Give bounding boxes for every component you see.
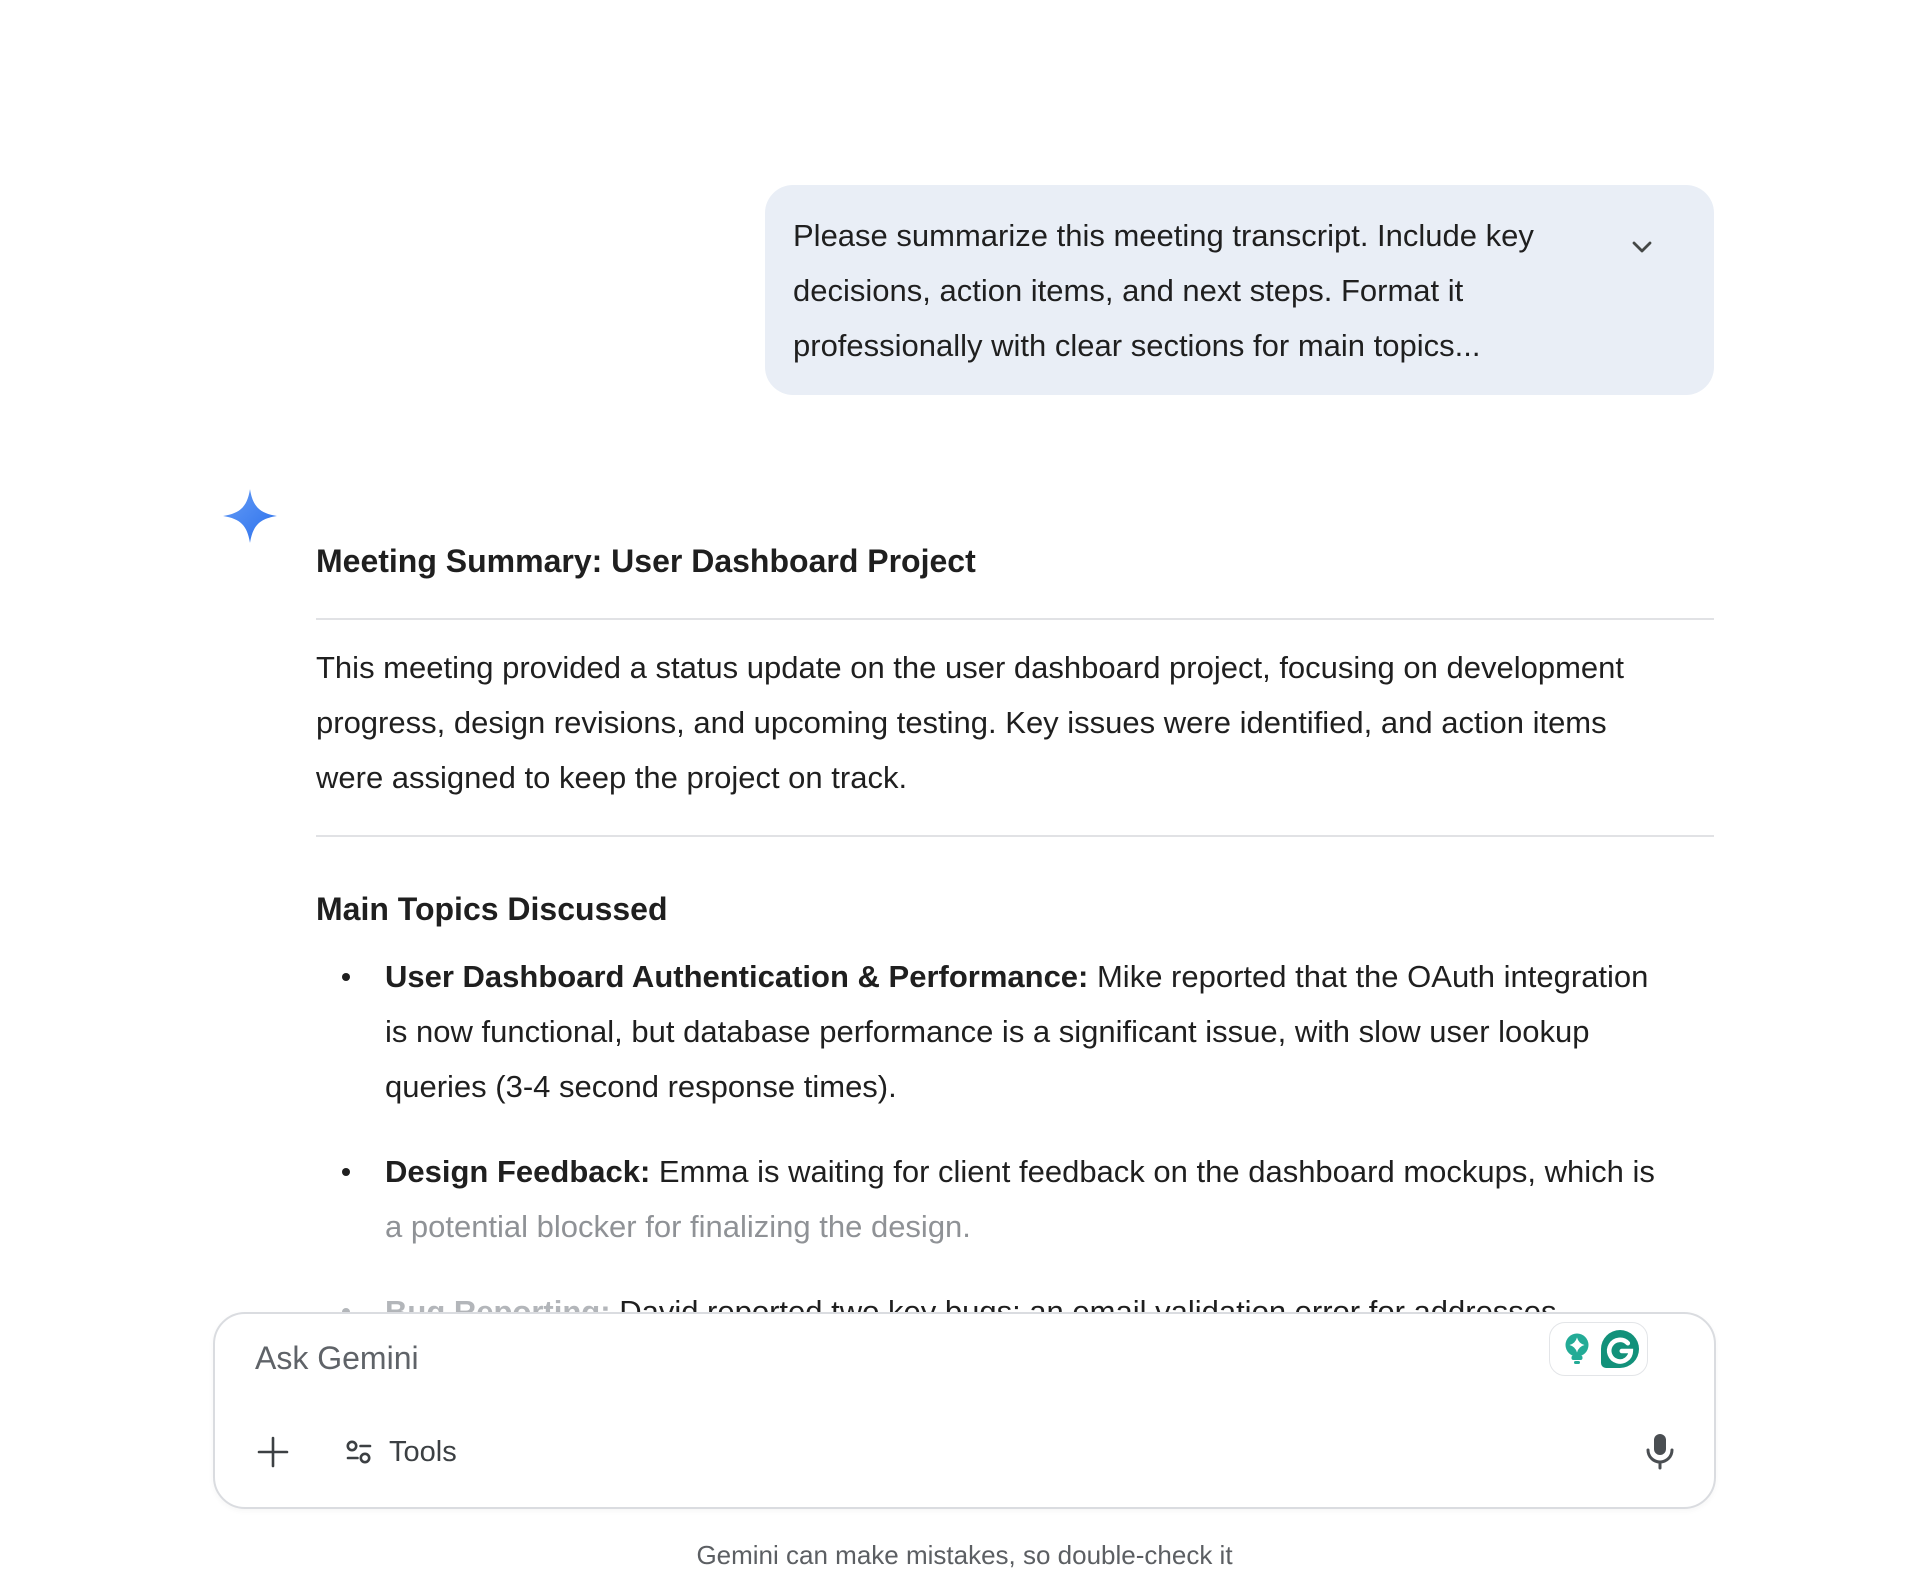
- prompt-input[interactable]: [253, 1332, 1497, 1384]
- section-heading: Main Topics Discussed: [316, 891, 668, 927]
- user-message-line: decisions, action items, and next steps. Format it: [793, 273, 1464, 308]
- response-intro: [316, 640, 1714, 805]
- gemini-sparkle-icon: [222, 488, 278, 544]
- tools-button[interactable]: [343, 1430, 457, 1474]
- grammarly-extension-icon[interactable]: [1601, 1330, 1639, 1368]
- voice-input-button[interactable]: [1638, 1428, 1682, 1476]
- disclaimer-text: Gemini can make mistakes, so double-check it: [696, 1540, 1233, 1570]
- lightbulb-extension-icon[interactable]: [1558, 1330, 1596, 1368]
- bullet-text: Emma is waiting for client feedback on the dashboard mockups, which is: [650, 1154, 1655, 1189]
- bullet-lead: Design Feedback:: [385, 1154, 651, 1189]
- list-item: [316, 1144, 1714, 1254]
- browser-extensions-pill: [1549, 1322, 1648, 1376]
- response-title: Meeting Summary: User Dashboard Project: [316, 543, 976, 579]
- add-attachment-button[interactable]: [251, 1430, 295, 1474]
- list-item: [316, 949, 1714, 1114]
- collapse-message-button[interactable]: [1622, 227, 1662, 267]
- user-message-line: Please summarize this meeting transcript. Include key: [793, 218, 1534, 253]
- divider: [316, 618, 1714, 620]
- divider: [316, 835, 1714, 837]
- mic-icon: [1640, 1430, 1680, 1474]
- intro-line: This meeting provided a status update on the user dashboard project, focusing on development: [316, 650, 1624, 685]
- user-message-line: professionally with clear sections for main topics...: [793, 328, 1481, 363]
- prompt-input-container: [213, 1312, 1716, 1509]
- intro-line: were assigned to keep the project on track.: [316, 760, 908, 795]
- bullet-text: Mike reported that the OAuth integration: [1088, 959, 1649, 994]
- assistant-response: [316, 543, 1714, 1339]
- bullet-text: a potential blocker for finalizing the design.: [385, 1209, 971, 1244]
- bullet-text: is now functional, but database performance is a significant issue, with slow user lookup: [385, 1014, 1590, 1049]
- chevron-down-icon: [1626, 231, 1658, 263]
- plus-icon: [255, 1434, 291, 1470]
- intro-line: progress, design revisions, and upcoming testing. Key issues were identified, and action items: [316, 705, 1607, 740]
- bullet-lead: User Dashboard Authentication & Performance:: [385, 959, 1089, 994]
- bullet-dot: [342, 973, 350, 981]
- topics-list: [316, 949, 1714, 1339]
- tune-icon: [343, 1436, 375, 1468]
- bullet-text: queries (3-4 second response times).: [385, 1069, 897, 1104]
- bullet-dot: [342, 1168, 350, 1176]
- user-message-bubble: [765, 185, 1714, 395]
- tools-button-label: Tools: [389, 1435, 457, 1468]
